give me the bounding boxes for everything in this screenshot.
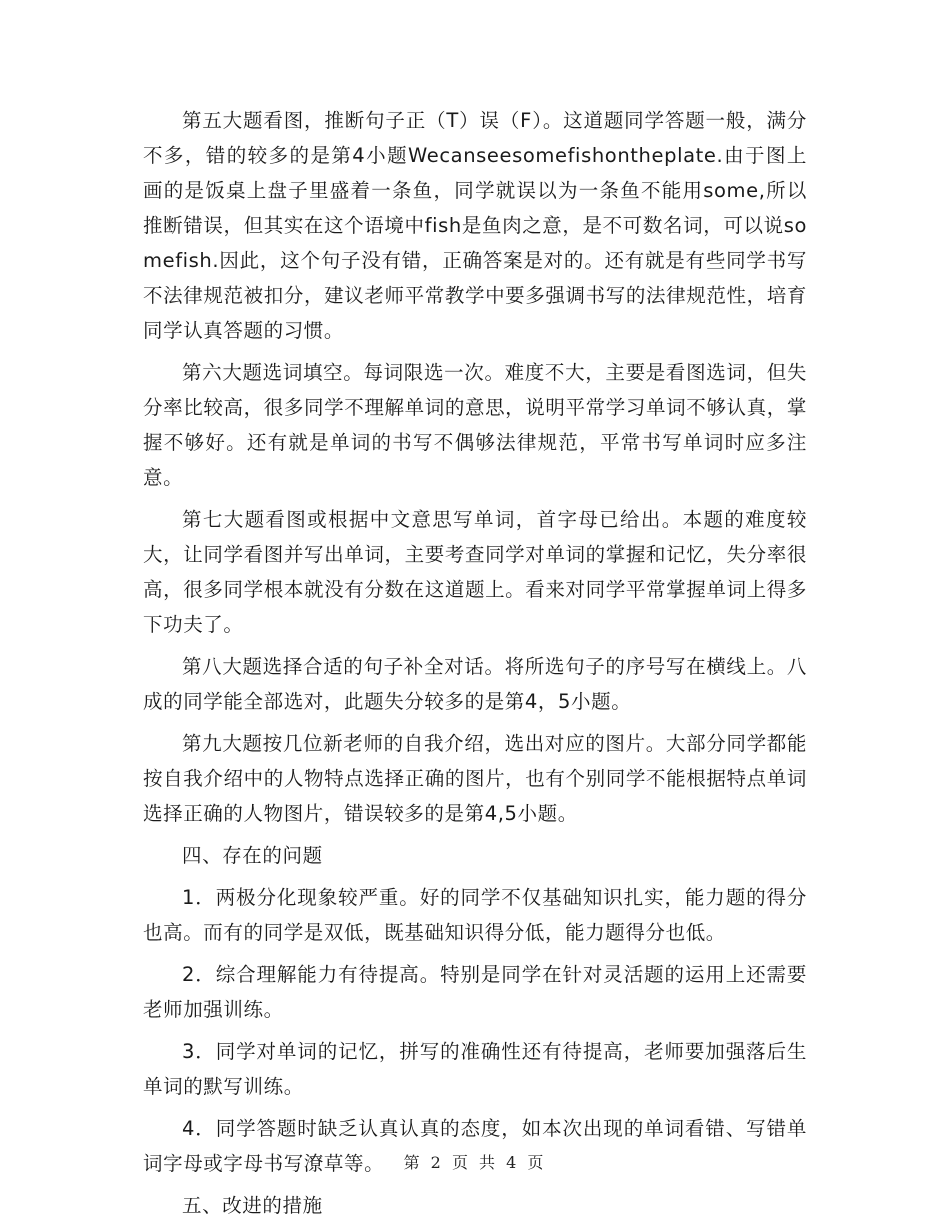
paragraph-question-8: 第八大题选择合适的句子补全对话。将所选句子的序号写在横线上。八成的同学能全部选对，此题失分较多的是第4，5小题。 [143,655,807,713]
problem-item-2: 2．综合理解能力有待提高。特别是同学在针对灵活题的运用上还需要老师加强训练。 [143,963,807,1021]
paragraph-question-6: 第六大题选词填空。每词限选一次。难度不大，主要是看图选词，但失分率比较高，很多同学不理解单词的意思，说明平常学习单词不够认真，掌握不够好。还有就是单词的书写不偶够法律规范，平常书写单词时应多注意。 [143,361,807,489]
problem-item-3: 3．同学对单词的记忆，拼写的准确性还有待提高，老师要加强落后生单词的默写训练。 [143,1040,807,1098]
document-body [143,103,807,1230]
page-number-footer: 第 2 页 共 4 页 [403,1153,547,1172]
section-heading-improvements: 五、改进的措施 [182,1194,323,1217]
paragraph-question-5: 第五大题看图，推断句子正（T）误（F）。这道题同学答题一般，满分不多，错的较多的是第4小题Wecanseesomefishontheplate.由于图上画的是饭桌上盘子里盛着一条鱼，同学就误以为一条鱼不能用some,所以推断错误，但其实在这个语境中fish是鱼肉之意，是不可数名词，可以说somefish.因此，这个句子没有错，正确答案是对的。还有就是有些同学书写不法律规范被扣分，建议老师平常教学中要多强调书写的法律规范性，培育同学认真答题的习惯。 [143,109,807,342]
problem-item-4: 4．同学答题时缺乏认真认真的态度，如本次出现的单词看错、写错单词字母或字母书写潦草等。 [143,1117,807,1175]
paragraph-question-9: 第九大题按几位新老师的自我介绍，选出对应的图片。大部分同学都能按自我介绍中的人物特点选择正确的图片，也有个别同学不能根据特点单词选择正确的人物图片，错误较多的是第4,5小题。 [143,732,807,825]
section-heading-problems: 四、存在的问题 [182,844,323,867]
problem-item-1: 1．两极分化现象较严重。好的同学不仅基础知识扎实，能力题的得分也高。而有的同学是双低，既基础知识得分低，能力题得分也低。 [143,886,807,944]
paragraph-question-7: 第七大题看图或根据中文意思写单词，首字母已给出。本题的难度较大，让同学看图并写出单词，主要考查同学对单词的掌握和记忆，失分率很高，很多同学根本就没有分数在这道题上。看来对同学平常掌握单词上得多下功夫了。 [143,508,807,636]
